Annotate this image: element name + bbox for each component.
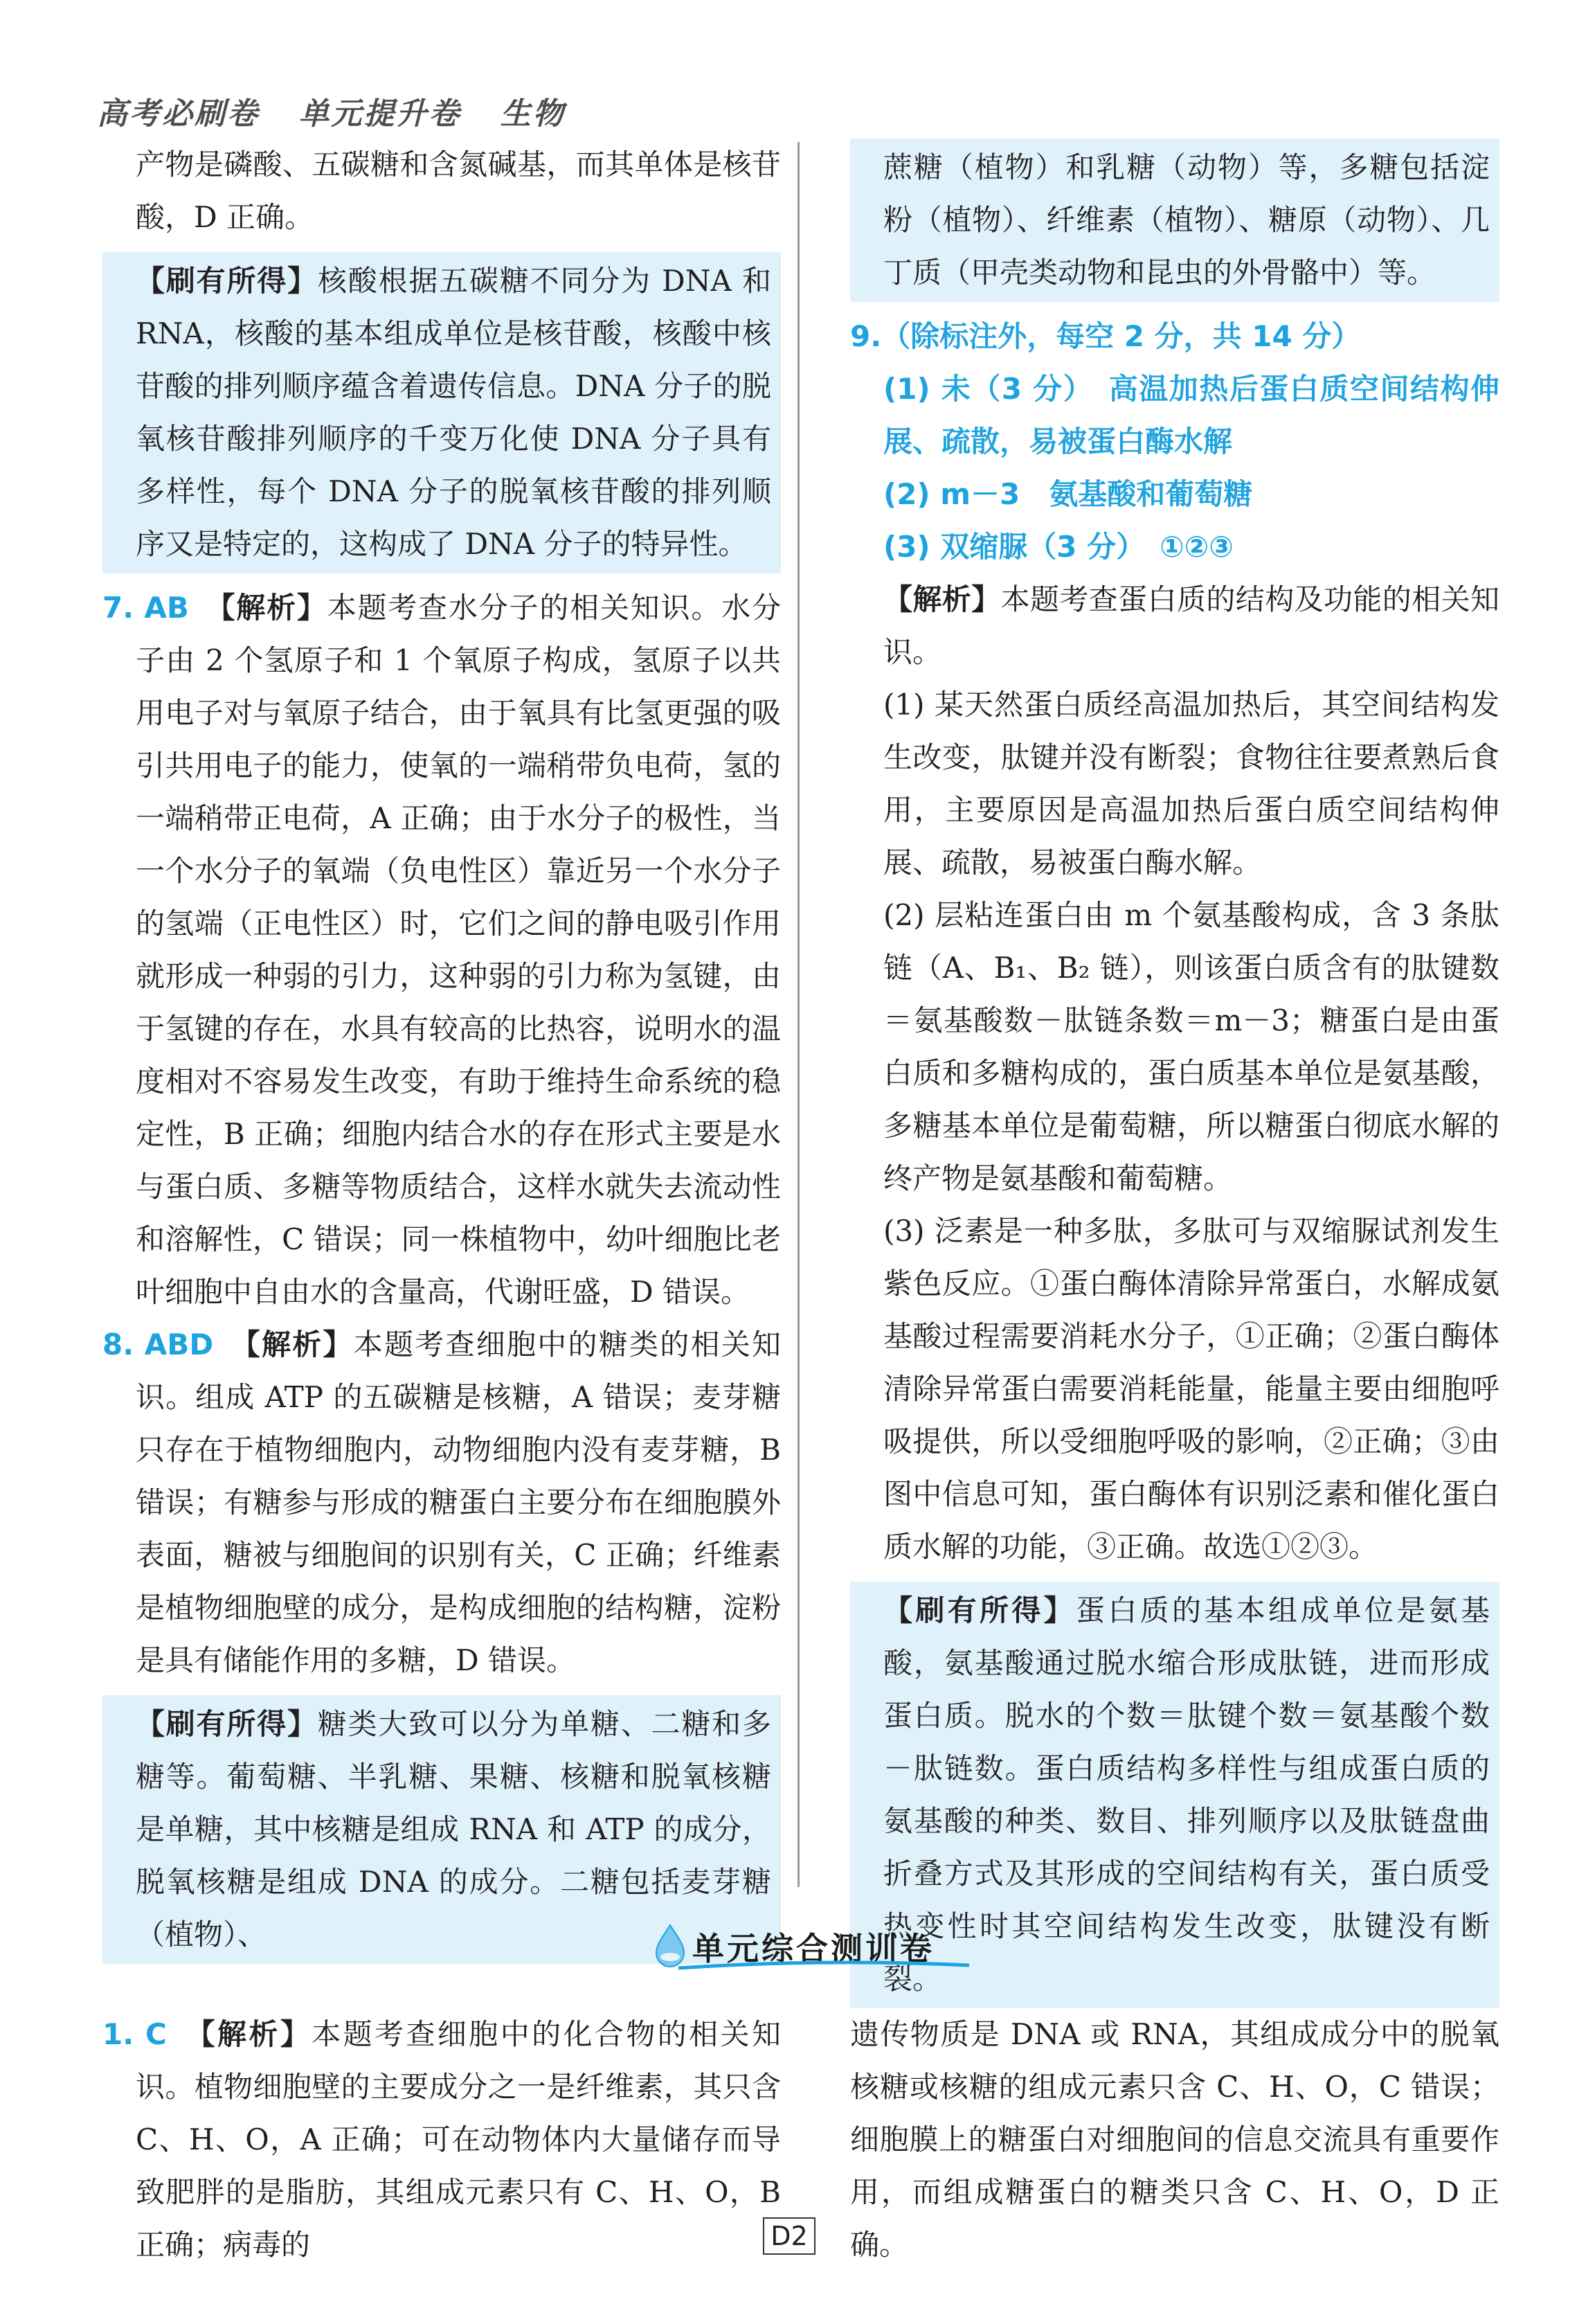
analysis-part1: (1) 某天然蛋白质经高温加热后，其空间结构发生改变，肽键并没有断裂；食物往往要煮熟后食用，主要原因是高温加热后蛋白质空间结构伸展、疏散，易被蛋白酶水解。	[883, 688, 1499, 879]
analysis-text: 本题考查细胞中的糖类的相关知识。组成 ATP 的五碳糖是核糖，A 错误；麦芽糖只存在于植物细胞内，动物细胞内没有麦芽糖，B 错误；有糖参与形成的糖蛋白主要分布在细胞膜外表面，糖被与细胞间的识别有关，C 正确；纤维素是植物细胞壁的成分，是构成细胞的结构糖，淀粉是具有储能作用的多糖，D 错误。	[136, 1328, 781, 1677]
answer-9-part3: (3) 双缩脲（3 分） ①②③	[883, 530, 1234, 564]
score-note: （除标注外，每空 2 分，共 14 分）	[881, 319, 1361, 353]
analysis-text: 本题考查细胞中的化合物的相关知识。植物细胞壁的主要成分之一是纤维素，其只含 C、H、O，A 正确；可在动物体内大量储存而导致肥胖的是脂肪，其组成元素只有 C、H、O，B 正确；病毒的	[136, 2017, 781, 2262]
answer-key: C	[145, 2017, 167, 2051]
analysis-label: 【解析】	[200, 2017, 312, 2051]
question-number: 7.	[102, 591, 134, 625]
summary-label: 【刷有所得】	[883, 1593, 1076, 1627]
analysis-part3: (3) 泛素是一种多肽，多肽可与双缩脲试剂发生紫色反应。①蛋白酶体清除异常蛋白，水解成氨基酸过程需要消耗水分子，①正确；②蛋白酶体清除异常蛋白需要消耗能量，能量主要由细胞呼吸提供，所以受细胞呼吸的影响，②正确；③由图中信息可知，蛋白酶体有识别泛素和催化蛋白质水解的功能，③正确。故选①②③。	[883, 1214, 1499, 1564]
summary-label: 【刷有所得】	[136, 1707, 318, 1741]
bottom-right-column	[850, 2008, 1499, 2271]
header-book: 高考必刷卷	[97, 96, 260, 132]
answer-1	[102, 2008, 781, 2271]
summary-text: 蔗糖（植物）和乳糖（动物）等，多糖包括淀粉（植物）、纤维素（植物）、糖原（动物）、几丁质（甲壳类动物和昆虫的外骨骼中）等。	[883, 150, 1490, 289]
running-header	[97, 89, 592, 133]
paragraph-continuation: 产物是磷酸、五碳糖和含氮碱基，而其单体是核苷酸，D 正确。	[136, 148, 781, 234]
header-subject: 生物	[500, 96, 566, 132]
answer-9-head	[850, 310, 1499, 363]
header-volume: 单元提升卷	[298, 96, 462, 132]
summary-text: 核酸根据五碳糖不同分为 DNA 和 RNA，核酸的基本组成单位是核苷酸，核酸中核苷酸的排列顺序蕴含着遗传信息。DNA 分子的脱氧核苷酸排列顺序的千变万化使 DNA 分子具有多样性，每个 DNA 分子的脱氧核苷酸的排列顺序又是特定的，这构成了 DNA 分子的特异性。	[136, 264, 771, 561]
answer-9-part1: (1) 未（3 分） 高温加热后蛋白质空间结构伸展、疏散，易被蛋白酶水解	[883, 372, 1499, 458]
summary-box	[102, 252, 781, 573]
summary-text: 蛋白质的基本组成单位是氨基酸，氨基酸通过脱水缩合形成肽链，进而形成蛋白质。脱水的个数＝肽键个数＝氨基酸个数－肽链数。蛋白质结构多样性与组成蛋白质的氨基酸的种类、数目、排列顺序以及肽链盘曲折叠方式及其形成的空间结构有关，蛋白质受热变性时其空间结构发生改变，肽键没有断裂。	[883, 1593, 1490, 1996]
question-number: 1.	[102, 2017, 134, 2051]
answer-key: AB	[144, 591, 189, 625]
summary-text: 糖类大致可以分为单糖、二糖和多糖等。葡萄糖、半乳糖、果糖、核糖和脱氧核糖是单糖，其中核糖是组成 RNA 和 ATP 的成分，脱氧核糖是组成 DNA 的成分。二糖包括麦芽糖（植物）、	[136, 1707, 771, 1951]
left-column	[102, 138, 781, 1972]
analysis-label: 【解析】	[245, 1328, 354, 1361]
analysis-part2: (2) 层粘连蛋白由 m 个氨基酸构成，含 3 条肽链（A、B₁、B₂ 链），则该蛋白质含有的肽键数＝氨基酸数－肽链条数＝m－3；糖蛋白是由蛋白质和多糖构成的，蛋白质基本单位是氨基酸，多糖基本单位是葡萄糖，所以糖蛋白彻底水解的终产物是氨基酸和葡萄糖。	[883, 898, 1499, 1195]
answer-key: ABD	[144, 1328, 214, 1361]
page-number: D2	[763, 2217, 815, 2255]
analysis-intro: 【解析】本题考查蛋白质的结构及功能的相关知识。	[883, 582, 1499, 669]
summary-box-continued	[850, 138, 1499, 302]
analysis-text: 本题考查水分子的相关知识。水分子由 2 个氢原子和 1 个氧原子构成，氢原子以共用电子对与氧原子结合，由于氧具有比氢更强的吸引共用电子的能力，使氧的一端稍带负电荷，氢的一端稍带正电荷，A 正确；由于水分子的极性，当一个水分子的氧端（负电性区）靠近另一个水分子的氢端（正电性区）时，它们之间的静电吸引作用就形成一种弱的引力，这种弱的引力称为氢键，由于氢键的存在，水具有较高的比热容，说明水的温度相对不容易发生改变，有助于维持生命系统的稳定性，B 正确；细胞内结合水的存在形式主要是水与蛋白质、多糖等物质结合，这样水就失去流动性和溶解性，C 错误；同一株植物中，幼叶细胞比老叶细胞中自由水的含量高，代谢旺盛，D 错误。	[136, 591, 781, 1309]
bottom-left-column	[102, 2008, 781, 2271]
answer-7	[102, 582, 781, 1319]
analysis-label: 【解析】	[220, 591, 327, 625]
title-underline	[678, 1958, 969, 1972]
analysis-label: 【解析】	[883, 582, 1001, 616]
question-number: 9.	[850, 319, 882, 353]
section-title	[651, 1918, 983, 1981]
right-column	[850, 138, 1499, 2017]
section-title-text: 单元综合测训卷	[692, 1930, 935, 1967]
column-divider	[797, 142, 800, 1887]
answer-9-part2: (2) m－3 氨基酸和葡萄糖	[883, 477, 1253, 511]
summary-label: 【刷有所得】	[136, 264, 318, 298]
question-number: 8.	[102, 1328, 134, 1361]
answer-8	[102, 1319, 781, 1687]
answer-1-continued: 遗传物质是 DNA 或 RNA，其组成成分中的脱氧核糖或核糖的组成元素只含 C、H、O，C 错误；细胞膜上的糖蛋白对细胞间的信息交流具有重要作用，而组成糖蛋白的糖类只含 C、H、O，D 正确。	[850, 2017, 1499, 2262]
